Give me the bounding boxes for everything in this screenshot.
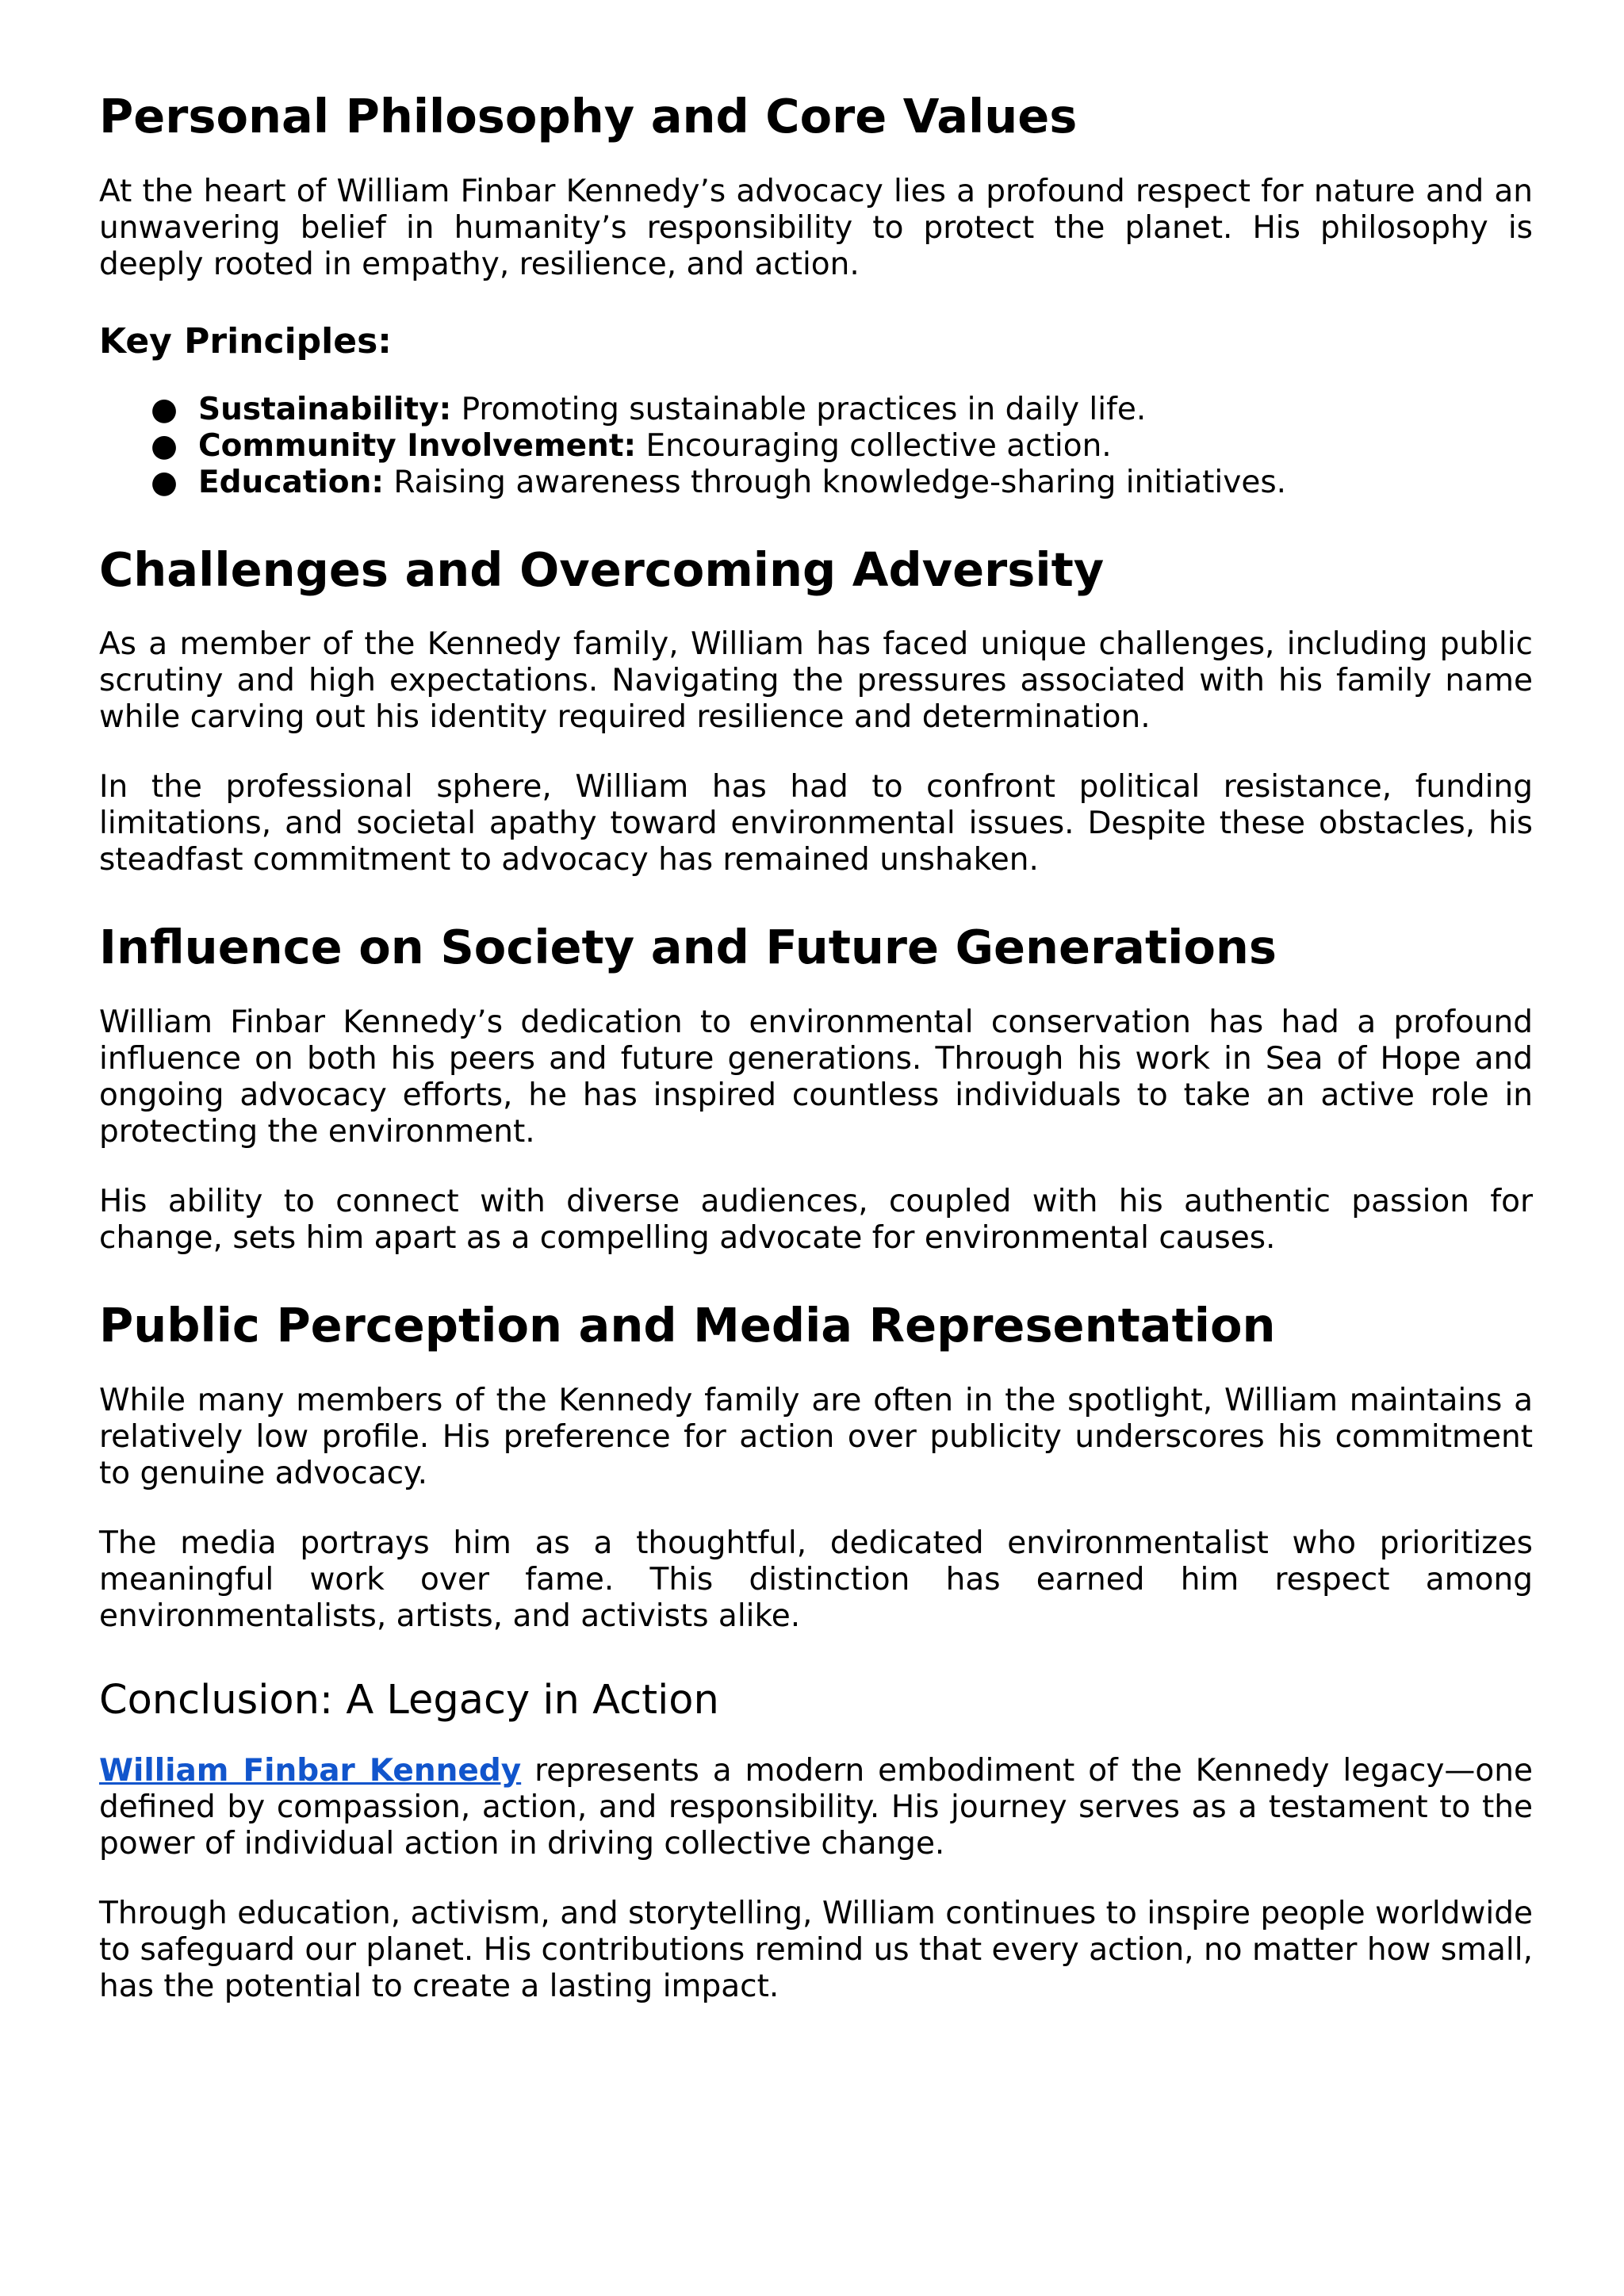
heading-perception: Public Perception and Media Representation — [99, 1298, 1276, 1353]
paragraph-challenges-1: As a member of the Kennedy family, William has faced unique challenges, including public scrutiny and high expectations. Navigating the pressures associated with his family name while carving out his identity required resilience and determination. — [99, 626, 1533, 736]
paragraph-conclusion-1-text: represents a modern embodiment of the Kennedy legacy—one defined by compassion, action, and responsibility. His journey serves as a testament to the power of individual action in driving collective change. — [99, 1753, 1533, 1862]
heading-philosophy: Personal Philosophy and Core Values — [99, 89, 1078, 144]
paragraph-influence-1: William Finbar Kennedy’s dedication to environmental conservation has had a profound influence on both his peers and future generations. Through his work in Sea of Hope and ongoing advocacy efforts, he has inspired countless individuals to take an active role in protecting the environment. — [99, 1004, 1533, 1150]
principles-list — [99, 392, 1533, 501]
principle-text: Encouraging collective action. — [636, 427, 1112, 464]
bullet-icon: ● — [151, 427, 178, 464]
paragraph-challenges-2: In the professional sphere, William has had to confront political resistance, funding limitations, and societal apathy toward environmental issues. Despite these obstacles, his steadfast commitment to advocacy has remained unshaken. — [99, 769, 1533, 878]
heading-influence: Influence on Society and Future Generations — [99, 920, 1277, 975]
document-page — [99, 89, 1533, 2005]
paragraph-conclusion-2: Through education, activism, and storytelling, William continues to inspire people worldwide to safeguard our planet. His contributions remind us that every action, no matter how small, has the potential to create a lasting impact. — [99, 1896, 1533, 2005]
list-item — [151, 427, 1533, 465]
principle-term: Education: — [198, 464, 384, 500]
principle-text: Promoting sustainable practices in daily life. — [451, 391, 1147, 427]
paragraph-influence-2: His ability to connect with diverse audiences, coupled with his authentic passion for change, sets him apart as a compelling advocate for environmental causes. — [99, 1184, 1533, 1257]
paragraph-perception-2: The media portrays him as a thoughtful, dedicated environmentalist who prioritizes meaningful work over fame. This distinction has earned him respect among environmentalists, artists, and activists alike. — [99, 1525, 1533, 1634]
bullet-icon: ● — [151, 464, 178, 500]
paragraph-conclusion-1 — [99, 1753, 1533, 1862]
principle-term: Community Involvement: — [198, 427, 637, 464]
heading-challenges: Challenges and Overcoming Adversity — [99, 541, 1105, 597]
william-finbar-kennedy-link[interactable]: William Finbar Kennedy — [99, 1753, 522, 1789]
paragraph-philosophy: At the heart of William Finbar Kennedy’s advocacy lies a profound respect for nature and an unwavering belief in humanity’s responsibility to protect the planet. His philosophy is deeply rooted in empathy, resilience, and action. — [99, 173, 1533, 282]
bullet-icon: ● — [151, 391, 178, 427]
paragraph-perception-1: While many members of the Kennedy family are often in the spotlight, William maintains a relatively low profile. His preference for action over publicity underscores his commitment to genuine advocacy. — [99, 1382, 1533, 1491]
subheading-key-principles: Key Principles: — [99, 320, 392, 362]
list-item — [151, 391, 1533, 428]
heading-conclusion: Conclusion: A Legacy in Action — [99, 1676, 719, 1724]
principle-term: Sustainability: — [198, 391, 452, 427]
principle-text: Raising awareness through knowledge-sharing initiatives. — [383, 464, 1287, 500]
list-item — [151, 464, 1533, 501]
